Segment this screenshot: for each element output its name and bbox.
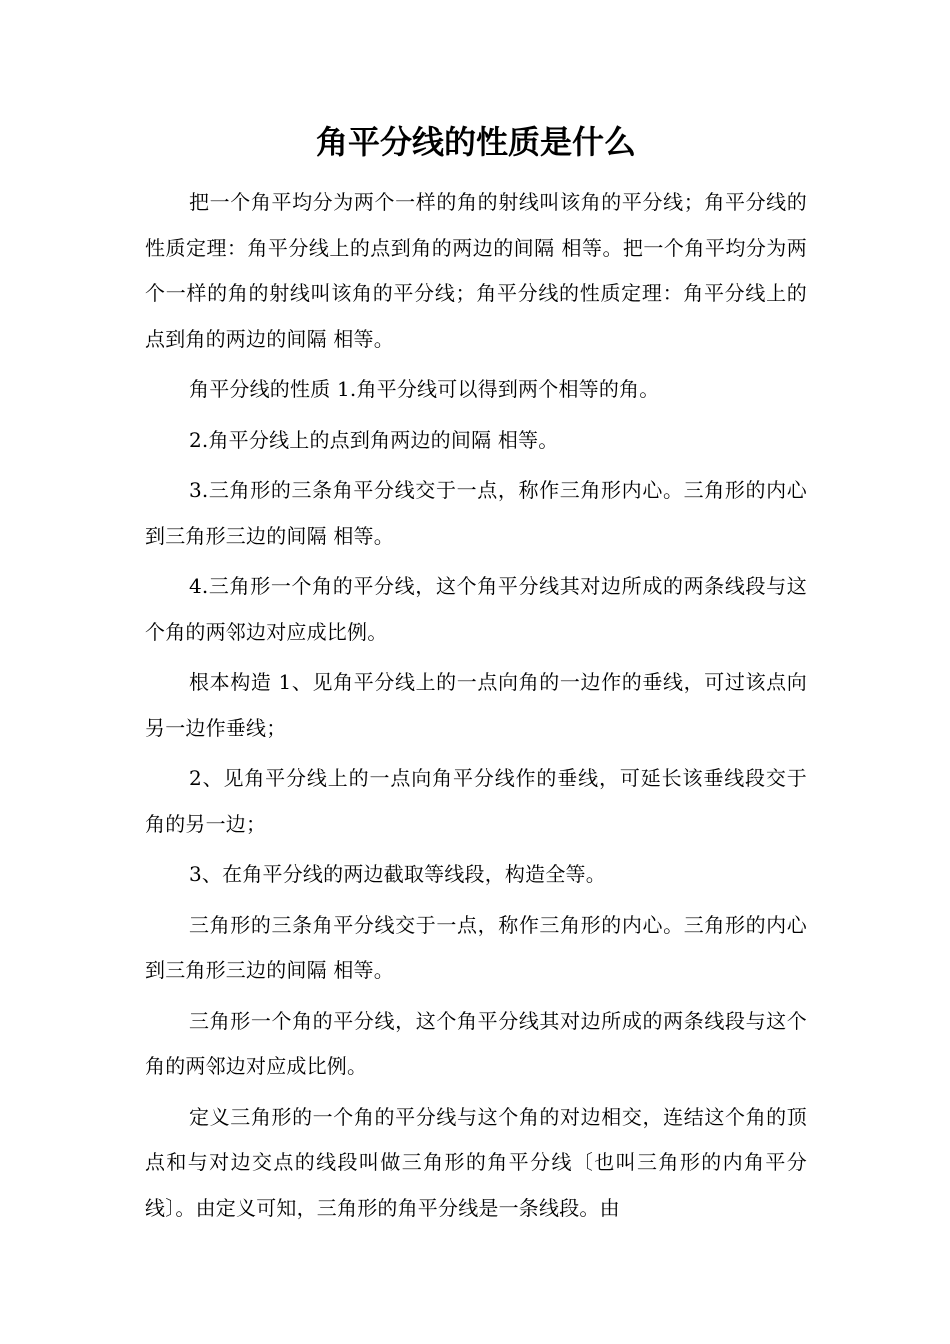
paragraph-property-2: 2.角平分线上的点到角两边的间隔 相等。 xyxy=(189,427,559,452)
paragraph-ratio: 三角形一个角的平分线，这个角平分线其对边所成的两条线段与这个角的两邻边对应成比例。 xyxy=(145,1008,807,1078)
document-body xyxy=(145,180,807,1236)
paragraph-property-3: 3.三角形的三条角平分线交于一点，称作三角形内心。三角形的内心到三角形三边的间隔 相等。 xyxy=(145,478,807,548)
paragraph-definition: 把一个角平均分为两个一样的角的射线叫该角的平分线；角平分线的性质定理：角平分线上的点到角的两边的间隔 相等。把一个角平均分为两个一样的角的射线叫该角的平分线；角平分线的性质定理：角平分线上的点到角的两边的间隔 相等。 xyxy=(145,190,807,351)
paragraph-construction-1: 根本构造 1、见角平分线上的一点向角的一边作的垂线，可过该点向另一边作垂线； xyxy=(145,670,807,740)
document-title: 角平分线的性质是什么 xyxy=(315,123,636,161)
paragraph-property-4: 4.三角形一个角的平分线，这个角平分线其对边所成的两条线段与这个角的两邻边对应成比例。 xyxy=(145,574,807,644)
document-page xyxy=(145,0,807,1344)
paragraph-construction-2: 2、见角平分线上的一点向角平分线作的垂线，可延长该垂线段交于角的另一边； xyxy=(145,766,807,836)
paragraph-construction-3: 3、在角平分线的两边截取等线段，构造全等。 xyxy=(189,862,606,886)
paragraph-property-1: 角平分线的性质 1.角平分线可以得到两个相等的角。 xyxy=(189,377,660,401)
paragraph-incenter: 三角形的三条角平分线交于一点，称作三角形的内心。三角形的内心到三角形三边的间隔 相等。 xyxy=(145,912,807,982)
paragraph-triangle-bisector-definition: 定义三角形的一个角的平分线与这个角的对边相交，连结这个角的顶点和与对边交点的线段叫做三角形的角平分线〔也叫三角形的内角平分线〕。由定义可知，三角形的角平分线是一条线段。由 xyxy=(145,1104,807,1220)
